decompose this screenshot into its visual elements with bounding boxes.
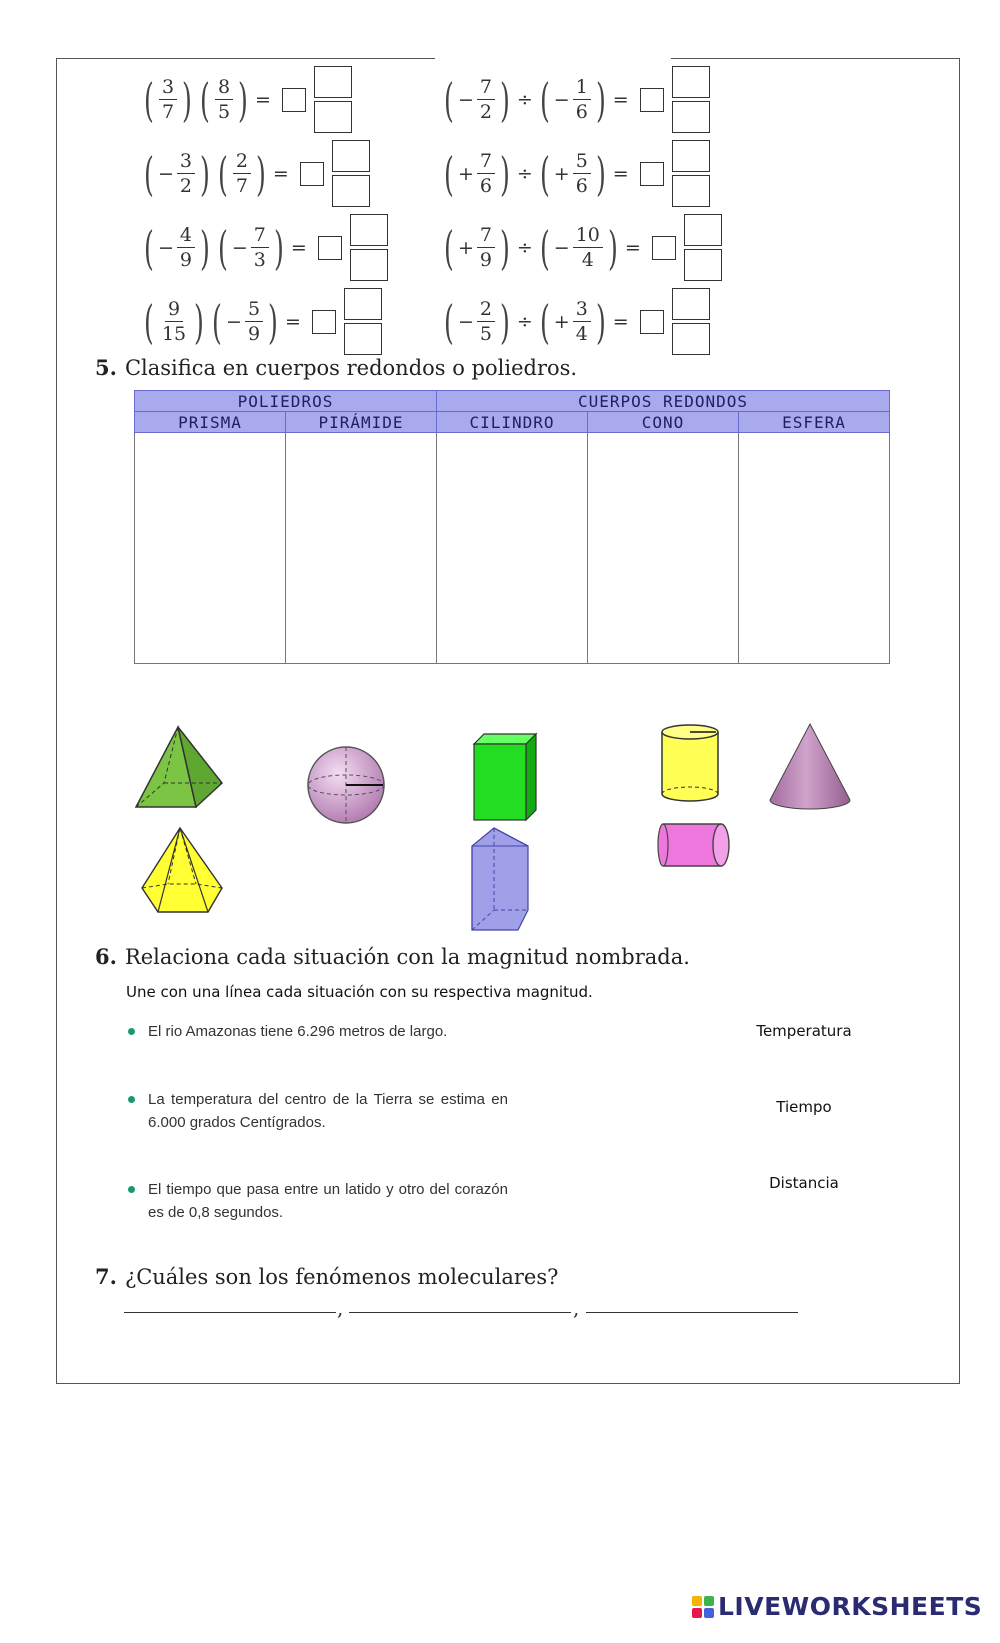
question-5-heading [95, 355, 577, 380]
parenthesized-fraction [214, 146, 270, 201]
fraction [251, 223, 269, 272]
right-paren: ) [256, 146, 266, 201]
situation-item-3[interactable] [128, 1178, 508, 1224]
equals-sign: = [612, 88, 629, 111]
answer-numerator-box[interactable] [344, 288, 382, 320]
answer-sign-box[interactable] [640, 162, 664, 186]
numerator: 9 [165, 297, 183, 322]
fraction-sign: + [457, 236, 474, 259]
equals-sign: = [285, 310, 301, 333]
division-exercise-1 [440, 66, 710, 133]
answer-fraction [672, 288, 710, 355]
left-paren: ( [444, 294, 454, 349]
green-pyramid[interactable] [134, 723, 226, 813]
numerator: 7 [251, 223, 269, 248]
purple-cone[interactable] [766, 720, 856, 812]
left-paren: ( [200, 72, 210, 127]
question-6-heading [95, 944, 690, 969]
comma-separator: , [337, 1296, 344, 1320]
denominator: 9 [247, 323, 261, 345]
left-paren: ( [144, 220, 154, 275]
fraction [477, 297, 495, 346]
parenthesized-fraction [440, 220, 514, 275]
division-exercise-3 [440, 214, 722, 281]
frame-gap [435, 54, 671, 62]
yellow-pentagonal-pyramid[interactable] [138, 824, 226, 916]
drop-zone-prisma[interactable] [135, 433, 286, 664]
pink-cylinder[interactable] [657, 822, 733, 868]
numerator: 2 [477, 297, 495, 322]
right-paren: ) [500, 220, 510, 275]
answer-fraction [314, 66, 352, 133]
left-paren: ( [539, 146, 550, 201]
left-paren: ( [217, 146, 228, 201]
situation-item-2[interactable] [128, 1088, 508, 1134]
fraction-sign: + [553, 162, 570, 185]
answer-sign-box[interactable] [282, 88, 306, 112]
answer-denominator-box[interactable] [332, 175, 370, 207]
answer-fraction [672, 140, 710, 207]
answer-sign-box[interactable] [300, 162, 324, 186]
parenthesized-fraction [440, 146, 514, 201]
liveworksheets-logo [692, 1592, 982, 1621]
question-7-number: 7. [95, 1264, 117, 1289]
multiplication-exercise-1 [140, 66, 352, 133]
numerator: 5 [573, 149, 591, 174]
fraction-sign: − [157, 162, 174, 185]
drop-zone-cilindro[interactable] [437, 433, 588, 664]
denominator: 6 [575, 101, 588, 123]
answer-denominator-box[interactable] [344, 323, 382, 355]
denominator: 3 [253, 249, 266, 271]
denominator: 7 [161, 101, 175, 123]
classification-table [134, 390, 890, 664]
parenthesized-fraction [440, 72, 514, 127]
equals-sign: = [612, 162, 629, 185]
fraction-sign: − [457, 310, 474, 333]
answer-numerator-box[interactable] [672, 66, 710, 98]
left-paren: ( [144, 72, 154, 127]
parenthesized-fraction [140, 294, 208, 349]
operator: ÷ [516, 88, 533, 111]
denominator: 4 [581, 249, 594, 271]
answer-denominator-box[interactable] [314, 101, 352, 133]
answer-sign-box[interactable] [640, 310, 664, 334]
denominator: 7 [235, 175, 248, 197]
answer-denominator-box[interactable] [350, 249, 388, 281]
question-6-subtitle: Une con una línea cada situación con su respectiva magnitud. [126, 983, 593, 1001]
blue-triangular-prism[interactable] [470, 826, 532, 932]
answer-fraction [350, 214, 388, 281]
answer-blank-1[interactable] [124, 1312, 336, 1313]
denominator: 15 [161, 323, 187, 345]
parenthesized-fraction [536, 294, 610, 349]
denominator: 2 [179, 175, 192, 197]
denominator: 6 [479, 175, 492, 197]
numerator: 4 [177, 223, 195, 248]
right-paren: ) [182, 72, 192, 127]
logo-text: LIVEWORKSHEETS [718, 1592, 983, 1621]
division-exercise-2 [440, 140, 710, 207]
answer-sign-box[interactable] [640, 88, 664, 112]
fraction-sign: + [457, 162, 474, 185]
parenthesized-fraction [536, 146, 610, 201]
left-paren: ( [444, 220, 454, 275]
fraction [233, 149, 251, 198]
comma-separator: , [573, 1296, 580, 1320]
fraction [159, 75, 177, 124]
numerator: 2 [233, 149, 251, 174]
column-cilindro: CILINDRO [437, 412, 588, 433]
division-exercise-4 [440, 288, 710, 355]
denominator: 2 [479, 101, 492, 123]
right-paren: ) [595, 146, 606, 201]
logo-square-icon [692, 1608, 702, 1618]
answer-fraction [344, 288, 382, 355]
left-paren: ( [539, 220, 550, 275]
left-paren: ( [217, 220, 228, 275]
fraction [215, 75, 233, 124]
denominator: 5 [479, 323, 492, 345]
parenthesized-fraction [196, 72, 252, 127]
bullet-dot [128, 1028, 135, 1035]
question-7-text: ¿Cuáles son los fenómenos moleculares? [124, 1265, 559, 1289]
magnitude-tiempo[interactable]: Tiempo [776, 1098, 832, 1116]
logo-square-icon [704, 1596, 714, 1606]
parenthesized-fraction [536, 220, 622, 275]
numerator: 7 [477, 149, 495, 174]
operator: ÷ [516, 162, 533, 185]
fraction-sign: − [553, 88, 570, 111]
fraction [177, 223, 195, 272]
parenthesized-fraction [140, 72, 196, 127]
fraction [573, 297, 591, 346]
right-paren: ) [268, 294, 278, 349]
parenthesized-fraction [140, 146, 214, 201]
answer-numerator-box[interactable] [350, 214, 388, 246]
fraction [245, 297, 263, 346]
fraction [573, 149, 591, 198]
fraction [573, 223, 603, 272]
column-cono: CONO [588, 412, 739, 433]
right-paren: ) [595, 294, 606, 349]
numerator: 7 [477, 223, 495, 248]
fraction [477, 75, 495, 124]
answer-denominator-box[interactable] [672, 323, 710, 355]
yellow-cylinder[interactable] [658, 722, 722, 804]
right-paren: ) [595, 72, 606, 127]
operator: ÷ [516, 236, 533, 259]
left-paren: ( [444, 72, 454, 127]
answer-sign-box[interactable] [312, 310, 336, 334]
fraction-sign: − [457, 88, 474, 111]
question-6-number: 6. [95, 944, 117, 969]
column-prisma: PRISMA [135, 412, 286, 433]
answer-fraction [684, 214, 722, 281]
parenthesized-fraction [440, 294, 514, 349]
equals-sign: = [612, 310, 629, 333]
fraction [477, 149, 495, 198]
answer-blank-3[interactable] [586, 1312, 798, 1313]
bullet-dot [128, 1096, 135, 1103]
question-6-text: Relaciona cada situación con la magnitud nombrada. [124, 945, 690, 969]
right-paren: ) [273, 220, 284, 275]
answer-numerator-box[interactable] [684, 214, 722, 246]
fraction-sign: − [226, 310, 242, 333]
fraction-sign: − [231, 236, 248, 259]
right-paren: ) [200, 146, 210, 201]
answer-numerator-box[interactable] [332, 140, 370, 172]
answer-fraction [672, 66, 710, 133]
equals-sign: = [290, 236, 307, 259]
purple-sphere[interactable] [305, 743, 387, 827]
fraction [159, 297, 189, 346]
right-paren: ) [500, 294, 510, 349]
situation-text-1: El rio Amazonas tiene 6.296 metros de largo. [148, 1023, 448, 1040]
fraction [573, 75, 591, 124]
answer-blank-2[interactable] [349, 1312, 571, 1313]
drop-zone-cono[interactable] [588, 433, 739, 664]
fraction [477, 223, 495, 272]
left-paren: ( [539, 72, 550, 127]
denominator: 5 [217, 101, 231, 123]
answer-numerator-box[interactable] [314, 66, 352, 98]
numerator: 8 [215, 75, 233, 100]
column-piramide: PIRÁMIDE [286, 412, 437, 433]
numerator: 10 [573, 223, 603, 248]
right-paren: ) [194, 294, 205, 349]
fraction-sign: + [553, 310, 570, 333]
answer-numerator-box[interactable] [672, 140, 710, 172]
situation-text-2: La temperatura del centro de la Tierra se estima en 6.000 grados Centígrados. [148, 1091, 508, 1131]
header-cuerpos-redondos: CUERPOS REDONDOS [437, 391, 890, 412]
numerator: 7 [477, 75, 495, 100]
right-paren: ) [200, 220, 210, 275]
green-cube[interactable] [472, 732, 540, 822]
logo-square-icon [692, 1596, 702, 1606]
left-paren: ( [539, 294, 550, 349]
multiplication-exercise-3 [140, 214, 388, 281]
drop-zone-esfera[interactable] [739, 433, 890, 664]
drop-zone-piramide[interactable] [286, 433, 437, 664]
equals-sign: = [255, 88, 271, 111]
question-5-text: Clasifica en cuerpos redondos o poliedros. [124, 356, 578, 380]
answer-fraction [332, 140, 370, 207]
operator: ÷ [516, 310, 533, 333]
magnitude-distancia[interactable]: Distancia [769, 1174, 839, 1192]
parenthesized-fraction [214, 220, 288, 275]
right-paren: ) [238, 72, 248, 127]
bullet-dot [128, 1186, 135, 1193]
answer-denominator-box[interactable] [684, 249, 722, 281]
denominator: 4 [575, 323, 588, 345]
right-paren: ) [500, 146, 510, 201]
denominator: 9 [479, 249, 492, 271]
fraction-sign: − [553, 236, 570, 259]
denominator: 6 [575, 175, 588, 197]
situation-item-1[interactable] [128, 1020, 508, 1043]
question-7-heading [95, 1264, 558, 1289]
equals-sign: = [272, 162, 289, 185]
fraction-sign: − [157, 236, 174, 259]
numerator: 1 [573, 75, 591, 100]
parenthesized-fraction [140, 220, 214, 275]
column-esfera: ESFERA [739, 412, 890, 433]
parenthesized-fraction [208, 294, 282, 349]
equals-sign: = [624, 236, 641, 259]
question-5-number: 5. [95, 355, 117, 380]
magnitude-temperatura[interactable]: Temperatura [756, 1022, 852, 1040]
answer-denominator-box[interactable] [672, 175, 710, 207]
answer-sign-box[interactable] [318, 236, 342, 260]
numerator: 3 [573, 297, 591, 322]
left-paren: ( [444, 146, 454, 201]
right-paren: ) [607, 220, 618, 275]
header-poliedros: POLIEDROS [135, 391, 437, 412]
parenthesized-fraction [536, 72, 610, 127]
answer-numerator-box[interactable] [672, 288, 710, 320]
left-paren: ( [144, 294, 154, 349]
numerator: 3 [159, 75, 177, 100]
numerator: 3 [177, 149, 195, 174]
logo-mark-icon [692, 1596, 714, 1618]
multiplication-exercise-4 [140, 288, 382, 355]
logo-square-icon [704, 1608, 714, 1618]
denominator: 9 [179, 249, 192, 271]
left-paren: ( [144, 146, 154, 201]
answer-sign-box[interactable] [652, 236, 676, 260]
right-paren: ) [500, 72, 510, 127]
left-paren: ( [212, 294, 223, 349]
situation-text-3: El tiempo que pasa entre un latido y otro del corazón es de 0,8 segundos. [148, 1181, 508, 1221]
answer-denominator-box[interactable] [672, 101, 710, 133]
numerator: 5 [245, 297, 263, 322]
multiplication-exercise-2 [140, 140, 370, 207]
fraction [177, 149, 195, 198]
